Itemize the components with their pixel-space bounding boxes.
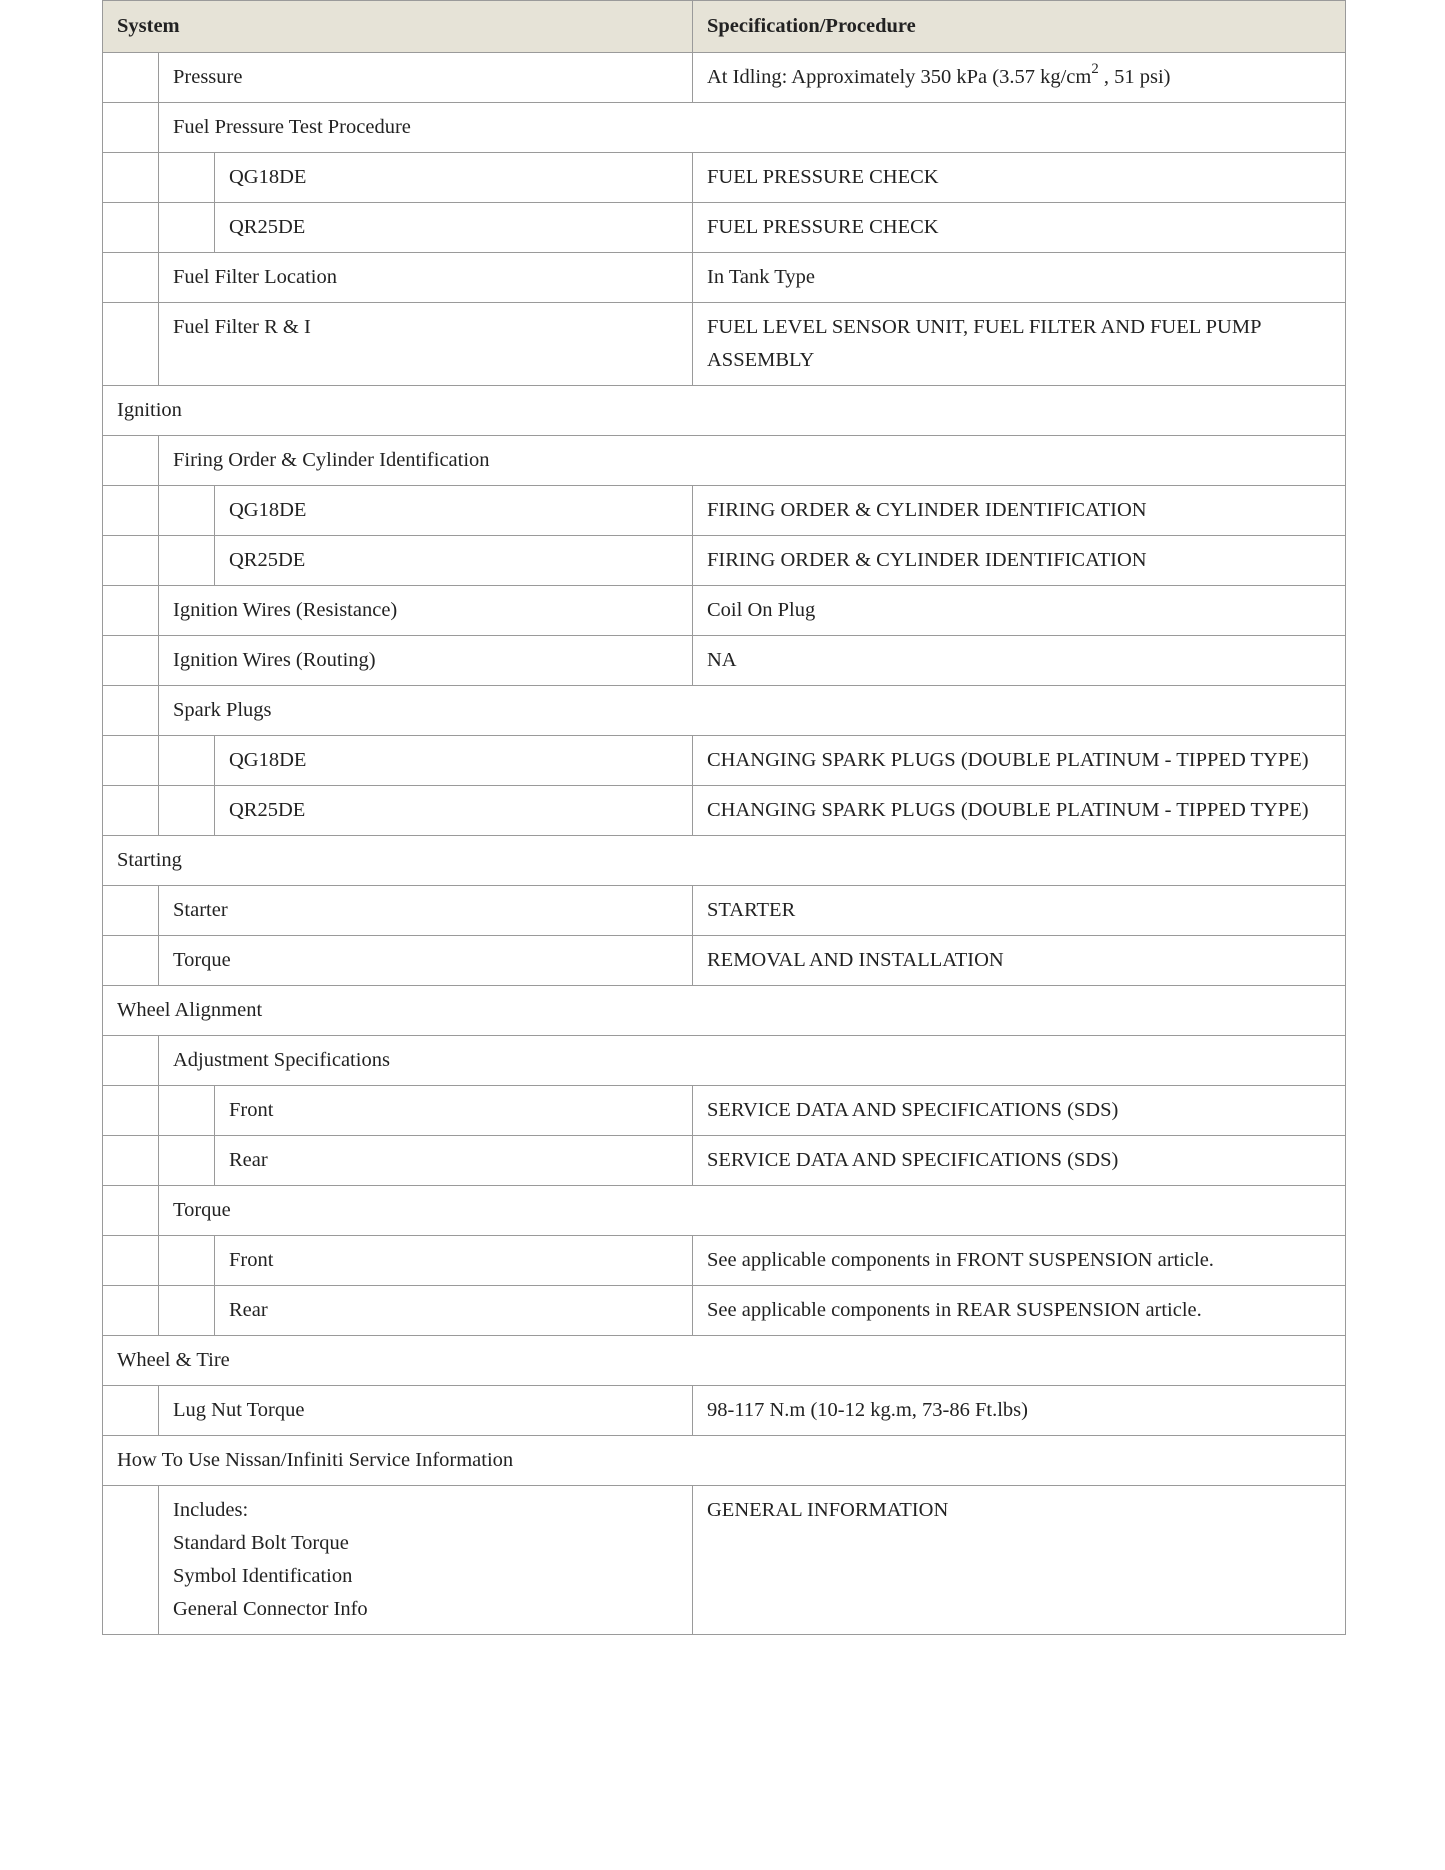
system-cell: [215, 736, 693, 786]
spec-value: At Idling: Approximately 350 kPa (3.57 kg/cm: [707, 66, 1092, 88]
table-row: [103, 986, 1346, 1036]
indent-cell: [103, 436, 159, 486]
spec-cell: [693, 253, 1346, 303]
system-label: Fuel Pressure Test Procedure: [173, 116, 411, 138]
system-label: Ignition: [117, 399, 182, 421]
spec-value: See applicable components in REAR SUSPENSION article.: [707, 1299, 1202, 1321]
system-cell: [215, 203, 693, 253]
indent-cell: [103, 586, 159, 636]
spec-value: SERVICE DATA AND SPECIFICATIONS (SDS): [707, 1149, 1119, 1171]
system-cell: [103, 986, 1346, 1036]
indent-cell: [103, 303, 159, 386]
indent-cell: [159, 536, 215, 586]
table-row: [103, 686, 1346, 736]
system-label: QG18DE: [229, 499, 307, 521]
header-system: System: [103, 1, 693, 53]
system-cell: [159, 1386, 693, 1436]
spec-cell: [693, 536, 1346, 586]
system-label-line: Standard Bolt Torque: [173, 1532, 349, 1554]
indent-cell: [159, 1286, 215, 1336]
system-label: Rear: [229, 1299, 268, 1321]
spec-value: SERVICE DATA AND SPECIFICATIONS (SDS): [707, 1099, 1119, 1121]
table-row: [103, 1286, 1346, 1336]
spec-value: FUEL PRESSURE CHECK: [707, 166, 939, 188]
table-row: [103, 1086, 1346, 1136]
system-label: QR25DE: [229, 799, 306, 821]
table-row: [103, 303, 1346, 386]
spec-cell: [693, 1236, 1346, 1286]
table-row: [103, 103, 1346, 153]
system-label: Starter: [173, 899, 228, 921]
system-cell: [215, 536, 693, 586]
table-header-row: [103, 1, 1346, 53]
indent-cell: [103, 1386, 159, 1436]
system-label: Adjustment Specifications: [173, 1049, 390, 1071]
spec-value: See applicable components in FRONT SUSPENSION article.: [707, 1249, 1214, 1271]
spec-value: FIRING ORDER & CYLINDER IDENTIFICATION: [707, 499, 1147, 521]
indent-cell: [159, 1086, 215, 1136]
indent-cell: [103, 1186, 159, 1236]
system-label: Firing Order & Cylinder Identification: [173, 449, 490, 471]
system-cell: [159, 886, 693, 936]
table-row: [103, 53, 1346, 103]
system-cell: [159, 636, 693, 686]
system-label: Torque: [173, 949, 231, 971]
indent-cell: [103, 636, 159, 686]
system-cell: [215, 1286, 693, 1336]
spec-cell: [693, 1136, 1346, 1186]
system-cell: [215, 1086, 693, 1136]
spec-value: FIRING ORDER & CYLINDER IDENTIFICATION: [707, 549, 1147, 571]
system-label: QR25DE: [229, 549, 306, 571]
system-label: Ignition Wires (Routing): [173, 649, 376, 671]
spec-cell: [693, 53, 1346, 103]
indent-cell: [103, 1236, 159, 1286]
indent-cell: [103, 536, 159, 586]
indent-cell: [103, 103, 159, 153]
system-cell: [159, 1186, 1346, 1236]
system-cell: [159, 103, 1346, 153]
indent-cell: [103, 53, 159, 103]
spec-cell: [693, 303, 1346, 386]
spec-cell: [693, 636, 1346, 686]
table-row: [103, 1336, 1346, 1386]
indent-cell: [103, 1486, 159, 1635]
table-row: [103, 153, 1346, 203]
system-cell: [159, 253, 693, 303]
system-label: Starting: [117, 849, 182, 871]
spec-cell: [693, 203, 1346, 253]
table-row: [103, 386, 1346, 436]
indent-cell: [103, 1036, 159, 1086]
indent-cell: [103, 486, 159, 536]
spec-value: REMOVAL AND INSTALLATION: [707, 949, 1004, 971]
table-row: [103, 1036, 1346, 1086]
system-cell: [215, 486, 693, 536]
system-cell: [159, 1036, 1346, 1086]
spec-cell: [693, 1286, 1346, 1336]
system-label-line: Includes:: [173, 1499, 249, 1521]
system-cell: [159, 1486, 693, 1635]
system-cell: [159, 686, 1346, 736]
spec-cell: [693, 586, 1346, 636]
table-row: [103, 486, 1346, 536]
system-cell: [215, 1236, 693, 1286]
system-label: QG18DE: [229, 166, 307, 188]
system-label: Fuel Filter Location: [173, 266, 337, 288]
indent-cell: [159, 786, 215, 836]
system-label: Fuel Filter R & I: [173, 316, 311, 338]
spec-value: GENERAL INFORMATION: [707, 1499, 949, 1521]
indent-cell: [103, 203, 159, 253]
table-row: [103, 586, 1346, 636]
system-cell: [215, 786, 693, 836]
header-spec: Specification/Procedure: [693, 1, 1346, 53]
spec-value-suffix: , 51 psi): [1098, 66, 1171, 88]
spec-superscript: 2: [1091, 60, 1099, 77]
spec-value: FUEL PRESSURE CHECK: [707, 216, 939, 238]
table-row: [103, 1386, 1346, 1436]
spec-value: CHANGING SPARK PLUGS (DOUBLE PLATINUM - TIPPED TYPE): [707, 749, 1309, 771]
system-label-line: Symbol Identification: [173, 1565, 353, 1587]
table-row: [103, 203, 1346, 253]
indent-cell: [103, 1086, 159, 1136]
indent-cell: [103, 786, 159, 836]
indent-cell: [103, 1286, 159, 1336]
indent-cell: [159, 203, 215, 253]
system-cell: [159, 303, 693, 386]
system-cell: [103, 1436, 1346, 1486]
spec-cell: [693, 936, 1346, 986]
spec-value: CHANGING SPARK PLUGS (DOUBLE PLATINUM - TIPPED TYPE): [707, 799, 1309, 821]
spec-cell: [693, 1486, 1346, 1635]
system-label: Lug Nut Torque: [173, 1399, 305, 1421]
system-label: How To Use Nissan/Infiniti Service Information: [117, 1449, 514, 1471]
spec-cell: [693, 486, 1346, 536]
system-cell: [159, 936, 693, 986]
table-row: [103, 936, 1346, 986]
system-label: Rear: [229, 1149, 268, 1171]
spec-value: NA: [707, 649, 737, 671]
indent-cell: [159, 1236, 215, 1286]
table-row: [103, 886, 1346, 936]
spec-value: STARTER: [707, 899, 796, 921]
spec-cell: [693, 886, 1346, 936]
table-row: [103, 253, 1346, 303]
indent-cell: [103, 1136, 159, 1186]
system-label: QR25DE: [229, 216, 306, 238]
spec-value: In Tank Type: [707, 266, 815, 288]
system-label-line: General Connector Info: [173, 1598, 368, 1620]
table-body: [103, 53, 1346, 1635]
system-cell: [103, 836, 1346, 886]
system-cell: [159, 586, 693, 636]
table-row: [103, 786, 1346, 836]
system-label: Front: [229, 1249, 274, 1271]
spec-value: 98-117 N.m (10-12 kg.m, 73-86 Ft.lbs): [707, 1399, 1028, 1421]
table-row: [103, 736, 1346, 786]
system-cell: [103, 1336, 1346, 1386]
table-row: [103, 1186, 1346, 1236]
table-row: [103, 536, 1346, 586]
system-cell: [103, 386, 1346, 436]
table-row: [103, 1236, 1346, 1286]
system-label: Ignition Wires (Resistance): [173, 599, 398, 621]
table-row: [103, 1136, 1346, 1186]
spec-value: Coil On Plug: [707, 599, 816, 621]
system-cell: [215, 1136, 693, 1186]
system-label: Front: [229, 1099, 274, 1121]
system-label: Torque: [173, 1199, 231, 1221]
indent-cell: [159, 153, 215, 203]
table-row: [103, 636, 1346, 686]
table-row: [103, 1486, 1346, 1635]
system-label: Spark Plugs: [173, 699, 272, 721]
spec-value: FUEL LEVEL SENSOR UNIT, FUEL FILTER AND FUEL PUMP ASSEMBLY: [707, 316, 1261, 371]
indent-cell: [103, 736, 159, 786]
spec-cell: [693, 153, 1346, 203]
system-label: Pressure: [173, 66, 243, 88]
system-label: Wheel & Tire: [117, 1349, 230, 1371]
spec-table: [102, 0, 1346, 1635]
indent-cell: [159, 486, 215, 536]
indent-cell: [159, 736, 215, 786]
system-cell: [159, 436, 1346, 486]
indent-cell: [103, 936, 159, 986]
system-cell: [159, 53, 693, 103]
spec-cell: [693, 736, 1346, 786]
system-label: Wheel Alignment: [117, 999, 263, 1021]
indent-cell: [103, 886, 159, 936]
system-label: QG18DE: [229, 749, 307, 771]
table-row: [103, 836, 1346, 886]
system-cell: [215, 153, 693, 203]
spec-cell: [693, 786, 1346, 836]
spec-cell: [693, 1386, 1346, 1436]
indent-cell: [103, 686, 159, 736]
spec-cell: [693, 1086, 1346, 1136]
table-row: [103, 436, 1346, 486]
indent-cell: [159, 1136, 215, 1186]
indent-cell: [103, 253, 159, 303]
indent-cell: [103, 153, 159, 203]
table-row: [103, 1436, 1346, 1486]
